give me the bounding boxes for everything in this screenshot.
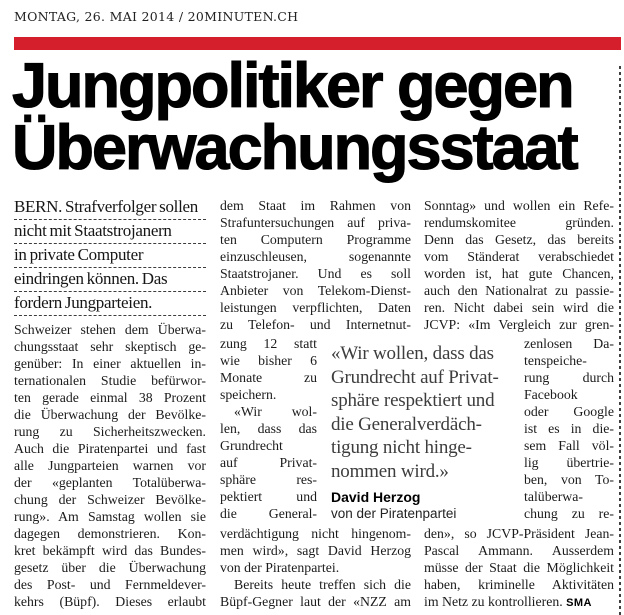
column-2-top: [220, 197, 411, 333]
text-line: nicht mit Staatstrojanern: [14, 221, 206, 244]
text-line: auch den Nationalrat zu passie-: [424, 283, 614, 298]
text-line: fordern Jungparteien.: [14, 293, 206, 316]
text-line: sphäre res-: [220, 472, 317, 487]
text-line: müsse der Staat die Möglichkeit: [424, 560, 614, 575]
text-line: ten Computern Programme: [220, 232, 411, 247]
column-3-bottom: [424, 525, 614, 612]
text-line: tenspeiche-: [524, 353, 587, 368]
agency-credit: SMA: [562, 597, 592, 609]
text-line: Schweizer stehen dem Überwa-: [14, 322, 206, 337]
text-line: haben, kriminelle Aktivitäten: [424, 577, 614, 592]
text-line: rung zu Sicherheitszwecken.: [14, 424, 206, 439]
text-line: Facebook: [524, 387, 578, 402]
article-headline: [12, 51, 624, 183]
text-line: BERN. Strafverfolger sollen: [14, 197, 206, 220]
text-line: lig übertrie-: [524, 455, 614, 470]
pull-quote-line: Grundrecht auf Privat-: [331, 366, 499, 388]
text-line: die General-: [220, 506, 317, 521]
column-2-narrow-wrap: [220, 335, 317, 522]
text-line: worden ist, hat gute Chancen,: [424, 266, 614, 281]
pull-quote-lines: [331, 342, 515, 483]
column-3-narrow-wrap: [524, 335, 614, 522]
text-line: Strafuntersuchungen auf priva-: [220, 215, 411, 230]
text-line: ben, von To-: [524, 472, 614, 487]
column-1-body: [14, 321, 206, 610]
text-line: vom Ständerat verabschiedet: [424, 249, 614, 264]
text-line: der «geplanten Totalüberwa-: [14, 475, 206, 490]
pull-quote-line: die Generalverdäch-: [331, 413, 482, 435]
text-line: ten gerade einmal 38 Prozent: [14, 390, 206, 405]
text-line: chung der Schweizer Bevölke-: [14, 492, 206, 507]
column-2-bottom: [220, 525, 411, 610]
text-line: leistungen verpflichten, Daten: [220, 300, 411, 315]
pull-quote-line: sphäre respektiert und: [331, 390, 495, 411]
text-line: JCVP: «Im Vergleich zur gren-: [424, 317, 614, 332]
text-line: Denn das Gesetz, das bereits: [424, 232, 614, 247]
text-line: rendumskomitee gründen.: [424, 215, 614, 230]
text-line: des Post- und Fernmeldever-: [14, 577, 206, 592]
text-line: Anbieter von Telekom-Dienst-: [220, 283, 411, 298]
text-line: ren. Nicht dabei sein wird die: [424, 300, 614, 315]
text-line: chung zu re-: [524, 506, 614, 521]
text-line: auf Privat-: [220, 455, 317, 470]
text-line: kehrs (Büpf). Dieses erlaubt: [14, 594, 206, 609]
text-line: Sonntag» und wollen ein Refe-: [424, 198, 614, 213]
text-line: Auch die Piratenpartei und fast: [14, 441, 206, 456]
text-line: zung 12 statt: [220, 336, 317, 351]
lead-paragraph: [14, 197, 206, 316]
text-line: dagegen demonstrieren. Kon-: [14, 526, 206, 541]
text-line: zenlosen Da-: [524, 336, 614, 351]
text-line: den», so JCVP-Präsident Jean-: [424, 526, 614, 541]
headline-line-2: Überwachungsstaat: [12, 113, 577, 183]
pull-quote-line: «Wir wollen, dass das: [331, 343, 494, 364]
pull-quote-line: tigung nicht hinge-: [331, 437, 472, 458]
text-line: in private Computer: [14, 245, 206, 268]
text-line: Bereits heute treffen sich die: [234, 577, 411, 592]
masthead-red-bar: [14, 37, 621, 50]
text-line: kret bekämpft wird das Bundes-: [14, 543, 206, 558]
text-line: len, dass das: [220, 421, 317, 436]
text-line: talüberwa-: [524, 489, 583, 504]
text-line: im Netz zu kontrollieren. SMA: [424, 594, 592, 609]
text-line: wie bisher 6: [220, 353, 317, 368]
text-line: rung». Am Samstag wollen sie: [14, 509, 206, 524]
text-line: pektiert und: [220, 489, 317, 504]
text-line: Monate zu: [220, 370, 317, 385]
text-line: Grundrecht: [220, 438, 283, 453]
pull-quote-role: von der Piratenpartei: [331, 506, 457, 521]
text-line: dem Staat im Rahmen von: [220, 198, 411, 213]
text-line: Pascal Ammann. Ausserdem: [424, 543, 614, 558]
text-line: rung durch: [524, 370, 614, 385]
text-line: sem Fall völ-: [524, 438, 614, 453]
text-line: alle Jungparteien warnen vor: [14, 458, 206, 473]
text-line: zu Telefon- und Internetnut-: [220, 317, 411, 332]
text-line: men wird», sagt David Herzog: [220, 543, 411, 558]
text-line: gesetz über die Überwachung: [14, 560, 206, 575]
text-line: die Überwachung der Bevölke-: [14, 407, 206, 422]
text-line: genüber: In einer aktuellen in-: [14, 356, 206, 371]
text-line: von der Piratenpartei.: [220, 560, 340, 575]
column-3-top: [424, 197, 614, 333]
pull-quote-line: nommen wird.»: [331, 460, 449, 482]
text-line: Büpf-Gegner laut der «NZZ am: [220, 594, 411, 609]
pull-quote: [331, 342, 515, 521]
text-line: «Wir wol-: [234, 404, 317, 419]
headline-line-1: Jungpolitiker gegen: [12, 51, 573, 121]
text-line: chungsstaat sehr skeptisch ge-: [14, 339, 206, 354]
text-line: ist es in die-: [524, 421, 614, 436]
text-line: oder Google: [524, 404, 614, 419]
text-line: einzuschleusen, sogenannte: [220, 249, 411, 264]
text-line: speichern.: [220, 387, 277, 402]
masthead-dateline: MONTAG, 26. MAI 2014 / 20MINUTEN.CH: [14, 9, 299, 24]
text-line: Staatstrojaner. Und es soll: [220, 266, 411, 281]
page-edge-dashed-rule: [619, 66, 621, 615]
article-column-1: [14, 197, 206, 610]
text-line: ternationalen Studie befürwor-: [14, 373, 206, 388]
pull-quote-author: David Herzog: [331, 489, 421, 505]
text-line: verdächtigung nicht hingenom-: [220, 526, 411, 541]
text-line: eindringen können. Das: [14, 269, 206, 292]
